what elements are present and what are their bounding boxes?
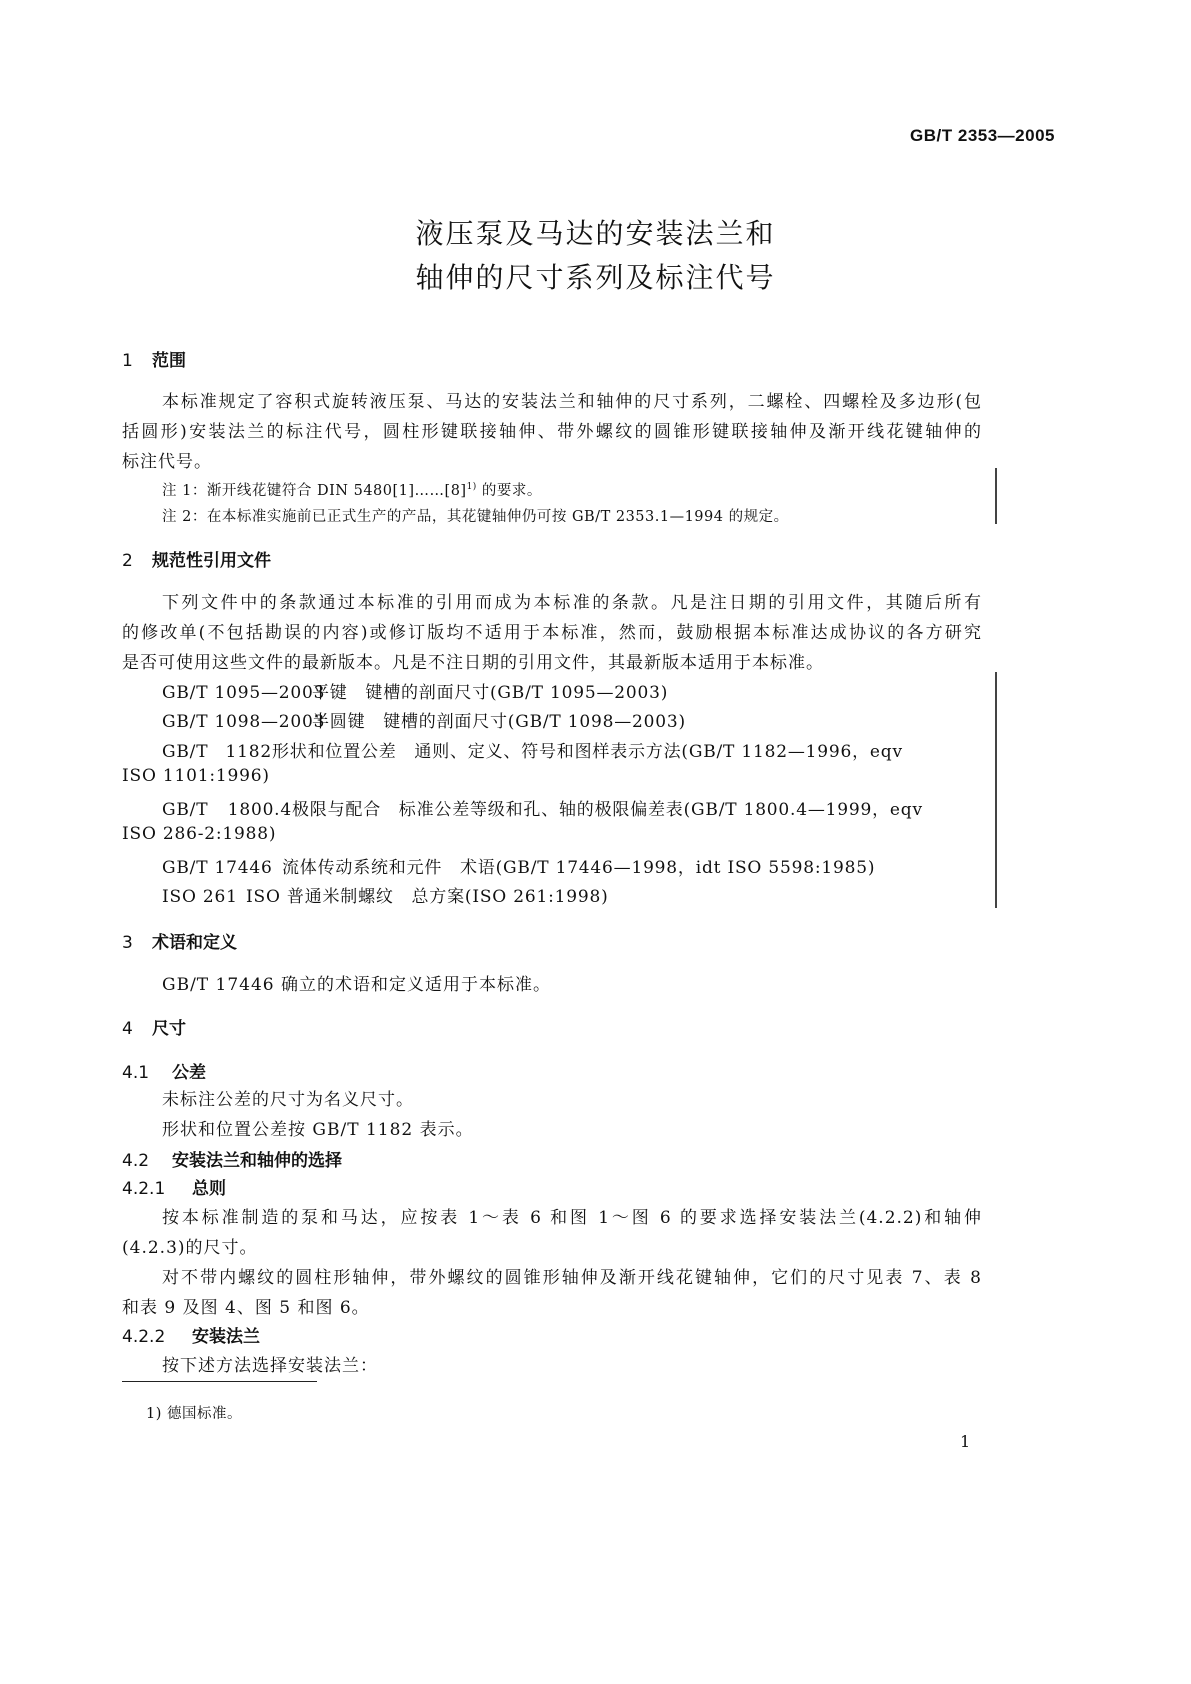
- reference-code: GB/T 1095—2003: [162, 683, 326, 703]
- reference-code: GB/T 1800.4: [162, 800, 292, 820]
- reference-item: [162, 707, 686, 732]
- section-1-para-line: 括圆形)安装法兰的标注代号，圆柱形键联接轴伸、带外螺纹的圆锥形键联接轴伸及渐开线花键轴伸的: [122, 422, 982, 442]
- section-4-heading: [122, 1014, 186, 1039]
- section-2-heading: [122, 546, 271, 571]
- section-4-2-1-heading: [122, 1174, 226, 1199]
- reference-title: ISO 普通米制螺纹 总方案(ISO 261:1998): [246, 887, 609, 907]
- section-4-2-1-para-line: 按本标准制造的泵和马达，应按表 1～表 6 和图 1～图 6 的要求选择安装法兰(4.2.2)和轴伸: [162, 1208, 982, 1228]
- reference-item: [162, 678, 668, 703]
- footnote: 1) 德国标准。: [146, 1406, 242, 1422]
- section-number: 3: [122, 933, 133, 953]
- document-title-line1: 液压泵及马达的安装法兰和: [415, 217, 776, 250]
- reference-title: 形状和位置公差 通则、定义、符号和图样表示方法(GB/T 1182—1996，eqv: [272, 742, 903, 762]
- reference-title: 流体传动系统和元件 术语(GB/T 17446—1998，idt ISO 5598:1985): [282, 858, 876, 878]
- section-number: 1: [122, 351, 133, 371]
- section-number: 4: [122, 1019, 133, 1039]
- reference-code: ISO 261: [162, 887, 238, 907]
- reference-continuation: ISO 286-2:1988): [122, 824, 277, 844]
- section-1-para-line: 本标准规定了容积式旋转液压泵、马达的安装法兰和轴伸的尺寸系列，二螺栓、四螺栓及多边形(包: [162, 392, 982, 412]
- section-title: 范围: [152, 351, 186, 371]
- note-2: 注 2：在本标准实施前已正式生产的产品，其花键轴伸仍可按 GB/T 2353.1—1994 的规定。: [162, 509, 789, 525]
- reference-title: 平键 键槽的剖面尺寸(GB/T 1095—2003): [312, 683, 669, 703]
- section-number: 4.2.1: [122, 1179, 166, 1199]
- revision-bar: [995, 672, 997, 908]
- document-title-line2: 轴伸的尺寸系列及标注代号: [415, 261, 776, 294]
- reference-code: GB/T 1182: [162, 742, 272, 762]
- section-4-2-1-para-line: 和表 9 及图 4、图 5 和图 6。: [122, 1298, 370, 1318]
- revision-bar: [995, 468, 997, 524]
- footnote-marker[interactable]: 1): [466, 482, 477, 493]
- section-number: 4.2: [122, 1151, 150, 1171]
- section-2-para-line: 的修改单(不包括勘误的内容)或修订版均不适用于本标准，然而，鼓励根据本标准达成协议的各方研究: [122, 623, 982, 643]
- section-title: 规范性引用文件: [152, 551, 271, 571]
- section-3-para: GB/T 17446 确立的术语和定义适用于本标准。: [162, 975, 552, 995]
- section-1-heading: [122, 346, 186, 371]
- reference-title: 半圆键 键槽的剖面尺寸(GB/T 1098—2003): [312, 712, 686, 732]
- section-title: 总则: [192, 1179, 226, 1199]
- section-4-2-1-para-line: (4.2.3)的尺寸。: [122, 1238, 258, 1258]
- section-number: 2: [122, 551, 133, 571]
- section-title: 公差: [172, 1063, 206, 1083]
- section-1-para-line: 标注代号。: [122, 452, 212, 472]
- section-3-heading: [122, 928, 237, 953]
- reference-code: GB/T 1098—2003: [162, 712, 326, 732]
- section-4-2-1-para-line: 对不带内螺纹的圆柱形轴伸，带外螺纹的圆锥形轴伸及渐开线花键轴伸，它们的尺寸见表 7、表 8: [162, 1268, 982, 1288]
- note-1: [162, 479, 542, 500]
- reference-title: 极限与配合 标准公差等级和孔、轴的极限偏差表(GB/T 1800.4—1999，eqv: [292, 800, 923, 820]
- section-4-1-heading: [122, 1058, 206, 1083]
- section-4-1-line: 未标注公差的尺寸为名义尺寸。: [162, 1090, 414, 1110]
- section-2-para-line: 是否可使用这些文件的最新版本。凡是不注日期的引用文件，其最新版本适用于本标准。: [122, 653, 824, 673]
- section-number: 4.2.2: [122, 1327, 166, 1347]
- reference-item: [162, 795, 982, 820]
- section-4-2-2-line: 按下述方法选择安装法兰：: [162, 1356, 378, 1376]
- reference-item: [162, 853, 875, 878]
- section-2-para-line: 下列文件中的条款通过本标准的引用而成为本标准的条款。凡是注日期的引用文件，其随后所有: [162, 593, 982, 613]
- reference-code: GB/T 17446: [162, 858, 273, 878]
- note-1-text: 注 1：渐开线花键符合 DIN 5480[1]……[8]: [162, 483, 467, 499]
- reference-continuation: ISO 1101:1996): [122, 766, 270, 786]
- standard-number: GB/T 2353—2005: [910, 126, 1055, 145]
- page-number: 1: [960, 1432, 971, 1451]
- section-title: 尺寸: [152, 1019, 186, 1039]
- section-title: 安装法兰和轴伸的选择: [172, 1151, 342, 1171]
- section-title: 术语和定义: [152, 933, 237, 953]
- section-title: 安装法兰: [192, 1327, 260, 1347]
- section-4-2-heading: [122, 1146, 342, 1171]
- reference-item: [162, 737, 982, 762]
- footnote-separator: [122, 1381, 317, 1382]
- note-1-end: 的要求。: [476, 483, 542, 499]
- section-4-2-2-heading: [122, 1322, 260, 1347]
- section-4-1-line: 形状和位置公差按 GB/T 1182 表示。: [162, 1120, 474, 1140]
- reference-item: [162, 882, 609, 907]
- section-number: 4.1: [122, 1063, 150, 1083]
